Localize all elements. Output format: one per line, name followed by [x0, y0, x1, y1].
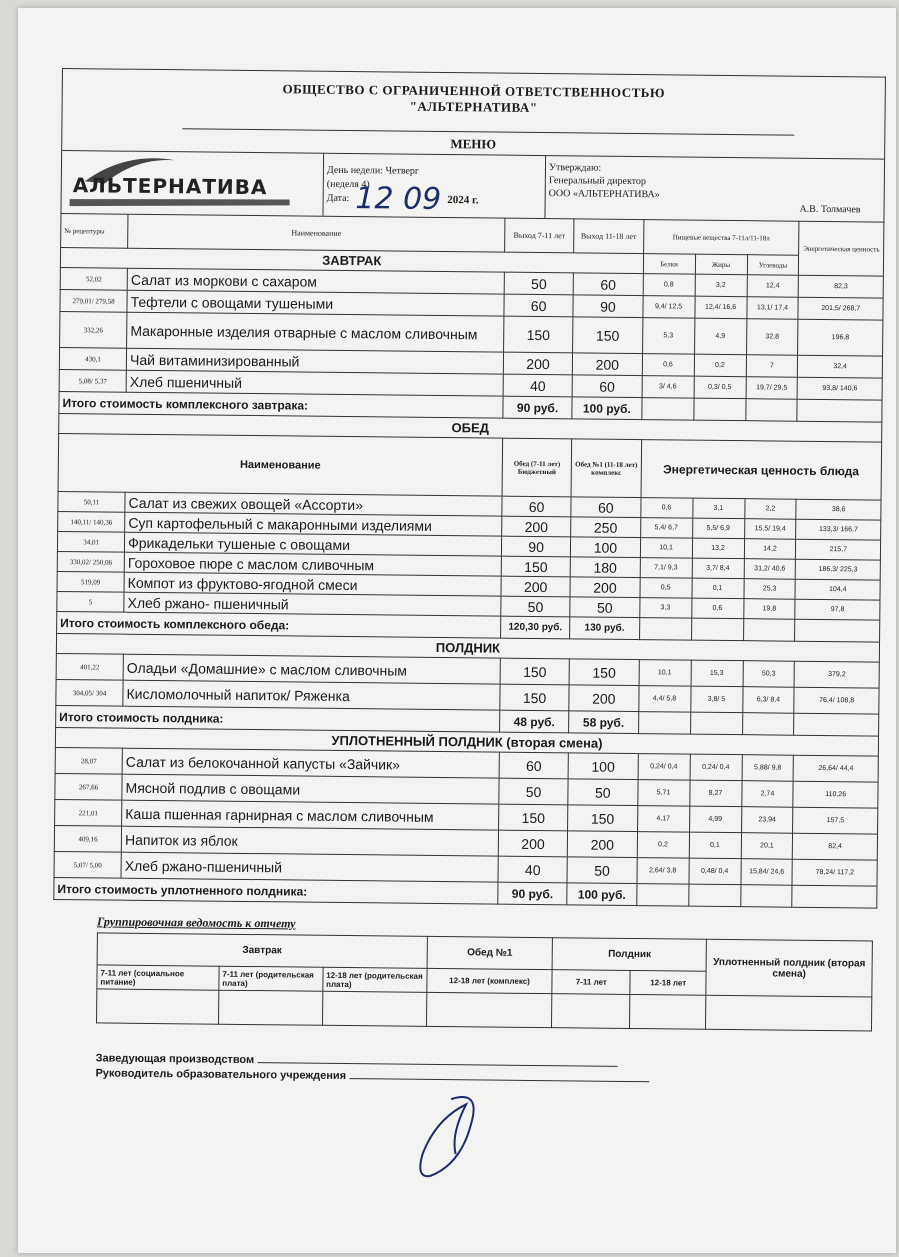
recipe-number: 140,11/ 140,36	[58, 511, 125, 532]
energy-value: 186,3/ 225,3	[796, 559, 881, 580]
logo-text: АЛЬТЕРНАТИВА	[72, 173, 268, 200]
menu-title: МЕНЮ	[450, 136, 497, 152]
grp-dense-header: Уплотненный полдник (вторая смена)	[706, 939, 872, 997]
dish-name: Кисломолочный напиток/ Ряженка	[123, 680, 500, 710]
output-11-18: 100	[571, 537, 641, 558]
protein-value: 4,4/ 5,8	[638, 686, 690, 713]
output-7-11: 200	[498, 830, 568, 857]
date-block	[323, 153, 546, 218]
recipe-number: 34,01	[57, 531, 124, 552]
output-7-11: 150	[500, 658, 570, 685]
recipe-number: 332,26	[60, 311, 127, 348]
carbs-value: 12,4	[747, 275, 799, 298]
energy-value: 82,4	[793, 833, 878, 860]
handwritten-date: 12 09	[355, 181, 442, 217]
recipe-number: 221,01	[55, 799, 122, 826]
carbs-value: 23,94	[741, 807, 793, 834]
output-7-11: 200	[503, 352, 573, 375]
dish-name: Фрикадельки тушеные с овощами	[125, 532, 502, 556]
energy-value: 78,24/ 117,2	[792, 859, 877, 886]
fat-value: 3,8/ 5	[690, 686, 742, 713]
document-header	[60, 68, 885, 222]
fat-value: 0,24/ 0,4	[690, 754, 742, 781]
output-7-11: 50	[499, 778, 569, 805]
grp-s2: 12-18 лет	[630, 971, 706, 996]
dish-name: Хлеб ржано-пшеничный	[121, 852, 498, 882]
organization-name: ОБЩЕСТВО С ОГРАНИЧЕННОЙ ОТВЕТСТВЕННОСТЬЮ "АЛЬТЕРНАТИВА"	[282, 81, 666, 115]
fat-col-header: Жиры	[695, 254, 747, 275]
dish-name: Мясной подлив с овощами	[122, 774, 499, 804]
carbs-value: 5,88/ 9,8	[742, 755, 794, 782]
recipe-number: 330,02/ 250,06	[57, 551, 124, 572]
signature-school-head: Руководитель образовательного учреждения	[95, 1066, 875, 1089]
protein-value: 0,2	[637, 832, 689, 859]
output-7-11: 200	[501, 576, 571, 597]
carbs-value: 50,3	[743, 661, 795, 688]
carbs-value: 19,7/ 29,5	[746, 377, 798, 400]
protein-value: 3/ 4,6	[642, 376, 694, 399]
output-11-18: 100	[568, 753, 638, 780]
carbs-value: 7	[746, 355, 798, 378]
output-11-18: 50	[568, 779, 638, 806]
recipe-number: 5	[57, 591, 124, 612]
recipe-number: 5,08/ 5,37	[59, 369, 126, 392]
energy-value: 93,8/ 140,6	[798, 377, 883, 400]
dish-name: Чай витаминизированный	[126, 348, 503, 374]
section-lunch: ОБЕД	[59, 413, 882, 442]
section-dense-snack: УПЛОТНЕННЫЙ ПОЛДНИК (вторая смена)	[55, 727, 878, 756]
output1-col-header: Выход 7-11 лет	[505, 218, 575, 253]
energy-value: 196,8	[798, 319, 883, 356]
output-11-18: 150	[573, 317, 643, 354]
output-7-11: 200	[502, 516, 572, 537]
output-11-18: 250	[571, 517, 641, 538]
fat-value: 5,5/ 6,9	[692, 518, 744, 539]
grp-lunch-header: Обед №1	[427, 936, 553, 969]
date-label: Дата:	[326, 192, 350, 205]
energy-value: 157,5	[793, 807, 878, 834]
dish-name: Каша пшенная гарнирная с маслом сливочным	[122, 800, 499, 830]
output-11-18: 60	[573, 273, 643, 296]
dish-name: Напиток из яблок	[121, 826, 498, 856]
energy-col-header: Энергетическая ценность	[799, 221, 884, 276]
output-11-18: 200	[568, 831, 638, 858]
carbs-value: 15,84/ 24,6	[740, 859, 792, 886]
protein-value: 5,4/ 6,7	[640, 518, 692, 539]
grp-l1: 12-18 лет (комплекс)	[426, 968, 552, 993]
carbs-value: 25,3	[743, 579, 795, 600]
dense-total-row: Итого стоимость уплотненного полдника: 90 руб. 100 руб.	[54, 877, 877, 908]
output-11-18: 50	[567, 857, 637, 884]
protein-value: 0,6	[642, 354, 694, 377]
output-11-18: 60	[571, 497, 641, 518]
recipe-number: 5,07/ 5,00	[54, 851, 121, 878]
protein-value: 0,6	[640, 498, 692, 519]
output-11-18: 180	[570, 557, 640, 578]
energy-value: 201,5/ 268,7	[798, 297, 883, 320]
carbs-value: 31,2/ 40,6	[744, 559, 796, 580]
energy-value: 215,7	[796, 539, 881, 560]
signature-scribble-icon	[410, 1084, 501, 1185]
dish-name: Хлеб пшеничный	[126, 370, 503, 396]
dish-name: Салат из моркови с сахаром	[127, 268, 504, 294]
energy-value: 110,26	[793, 781, 878, 808]
output-7-11: 90	[501, 536, 571, 557]
lunch-header-row: Наименование Обед (7-11 лет) Бюджетный Обед №1 (11-18 лет) комплекс Энергетическая ценность блюда	[58, 433, 882, 500]
protein-value: 0,5	[640, 578, 692, 599]
grp-s1: 7-11 лет	[552, 970, 630, 995]
weekday: День недели: Четверг	[326, 164, 420, 177]
output-11-18: 150	[568, 805, 638, 832]
fat-value: 4,99	[689, 806, 741, 833]
fat-value: 12,4/ 16,6	[694, 296, 746, 319]
output-7-11: 60	[504, 294, 574, 317]
fat-value: 0,2	[694, 354, 746, 377]
year: 2024 г.	[447, 194, 479, 207]
protein-value: 10,1	[639, 660, 691, 687]
grouping-title: Группировочная ведомость к отчету	[96, 914, 296, 931]
fat-value: 3,1	[692, 498, 744, 519]
output-7-11: 50	[501, 596, 571, 617]
carbs-value: 13,1/ 17,4	[746, 297, 798, 320]
carbs-value: 15,5/ 19,4	[744, 519, 796, 540]
dish-name: Салат из свежих овощей «Ассорти»	[125, 492, 502, 516]
recipe-number: 401,22	[56, 653, 123, 680]
protein-value: 4,17	[637, 806, 689, 833]
week-number: (неделя 4)	[326, 178, 370, 191]
recipe-number: 50,11	[58, 491, 125, 512]
output-11-18: 150	[569, 659, 639, 686]
dish-name: Тефтели с овощами тушеными	[127, 290, 504, 316]
section-snack: ПОЛДНИК	[56, 633, 879, 662]
carbs-value: 32,8	[746, 319, 798, 356]
fat-value: 0,6	[691, 598, 743, 619]
output-7-11: 40	[503, 374, 573, 397]
output-7-11: 150	[500, 684, 570, 711]
nutrients-col-header: Пищевые вещества 7-11л/11-18л	[643, 220, 799, 256]
recipe-number: 519,09	[57, 571, 124, 592]
name-col-header: Наименование	[128, 214, 505, 252]
carbs-value: 2,74	[741, 781, 793, 808]
output-7-11: 40	[498, 856, 568, 883]
fat-value: 0,1	[692, 578, 744, 599]
fat-value: 15,3	[691, 660, 743, 687]
protein-value: 5,71	[637, 780, 689, 807]
section-breakfast: ЗАВТРАК Белки Жиры Углеводы	[60, 247, 883, 276]
dish-name: Салат из белокочанной капусты «Зайчик»	[122, 748, 499, 778]
energy-value: 32,4	[798, 355, 883, 378]
output-11-18: 90	[573, 295, 643, 318]
carbs-value: 20,1	[741, 833, 793, 860]
fat-value: 3,7/ 8,4	[692, 558, 744, 579]
protein-value: 7,1/ 9,3	[640, 558, 692, 579]
output-11-18: 60	[572, 375, 642, 398]
output-11-18: 50	[570, 597, 640, 618]
protein-value: 2,64/ 3,8	[637, 858, 689, 885]
approve-org: ООО «АЛЬТЕРНАТИВА»	[548, 188, 660, 201]
protein-value: 5,3	[642, 318, 694, 355]
output-7-11: 50	[504, 272, 574, 295]
approve-name: А.В. Толмачев	[799, 203, 861, 216]
breakfast-total-row: Итого стоимость комплексного завтрака: 90 руб. 100 руб.	[59, 391, 882, 422]
recipe-number: 267,66	[55, 773, 122, 800]
output-7-11: 150	[504, 316, 574, 353]
grp-b3: 12-18 лет (родительская плата)	[323, 967, 427, 992]
approval-block	[545, 156, 884, 222]
protein-col-header: Белки	[643, 254, 695, 275]
dish-name: Оладьи «Домашние» с маслом сливочным	[123, 654, 500, 684]
output-11-18: 200	[569, 685, 639, 712]
recipe-number: 279,01/ 279,58	[60, 289, 127, 312]
grp-b1: 7-11 лет (социальное питание)	[97, 965, 219, 990]
dish-name: Суп картофельный с макаронными изделиями	[125, 512, 502, 536]
fat-value: 0,3/ 0,5	[694, 376, 746, 399]
fat-value: 13,2	[692, 538, 744, 559]
output-11-18: 200	[573, 353, 643, 376]
fat-value: 8,27	[689, 780, 741, 807]
carbs-value: 6,3/ 8,4	[742, 687, 794, 714]
energy-value: 76,4/ 108,8	[794, 687, 879, 714]
grouping-table	[96, 932, 873, 1031]
grp-snack-header: Полдник	[553, 938, 707, 972]
signature-production-manager: Заведующая производством	[96, 1051, 876, 1074]
output-7-11: 60	[499, 752, 569, 779]
company-logo	[64, 151, 295, 215]
menu-document	[51, 68, 886, 1090]
protein-value: 10,1	[640, 538, 692, 559]
output-11-18: 200	[570, 577, 640, 598]
output-7-11: 150	[499, 804, 569, 831]
fat-value: 0,48/ 0,4	[689, 858, 741, 885]
fat-value: 4,9	[694, 318, 746, 355]
dish-name: Гороховое пюре с маслом сливочным	[124, 552, 501, 576]
dish-name: Макаронные изделия отварные с маслом сливочным	[127, 312, 504, 352]
fat-value: 3,2	[695, 274, 747, 297]
menu-table	[53, 213, 884, 909]
recipe-number: 28,07	[55, 747, 122, 774]
carbs-value: 2,2	[744, 499, 796, 520]
recipe-number: 52,02	[60, 267, 127, 290]
recipe-col-header: № рецептуры	[61, 213, 128, 248]
energy-value: 133,3/ 166,7	[796, 519, 881, 540]
recipe-number: 430,1	[59, 347, 126, 370]
header-table	[61, 150, 884, 222]
carbs-value: 19,8	[743, 599, 795, 620]
energy-value: 104,4	[795, 579, 880, 600]
energy-value: 82,3	[799, 275, 884, 298]
approve-role: Генеральный директор	[548, 175, 646, 188]
recipe-number: 304,05/ 304	[56, 679, 123, 706]
dish-name: Хлеб ржано- пшеничный	[124, 592, 501, 616]
output-7-11: 60	[502, 496, 572, 517]
lunch-total-row: Итого стоимость комплексного обеда: 120,30 руб. 130 руб.	[57, 611, 880, 642]
dish-name: Компот из фруктово-ягодной смеси	[124, 572, 501, 596]
carbs-col-header: Углеводы	[747, 255, 799, 276]
protein-value: 0,8	[643, 274, 695, 297]
recipe-number: 409,16	[54, 825, 121, 852]
energy-value: 38,6	[796, 499, 881, 520]
protein-value: 0,24/ 0,4	[638, 754, 690, 781]
grp-b2: 7-11 лет (родительская плата)	[219, 966, 323, 991]
approve-label: Утверждаю:	[548, 162, 602, 174]
carbs-value: 14,2	[744, 539, 796, 560]
protein-value: 9,4/ 12,5	[642, 296, 694, 319]
energy-value: 379,2	[795, 661, 880, 688]
output-7-11: 150	[501, 556, 571, 577]
energy-value: 26,64/ 44,4	[794, 755, 879, 782]
protein-value: 3,3	[639, 598, 691, 619]
energy-value: 97,8	[795, 599, 880, 620]
fat-value: 0,1	[689, 832, 741, 859]
grp-breakfast-header: Завтрак	[97, 933, 427, 968]
output2-col-header: Выход 11-18 лет	[574, 219, 644, 254]
snack-total-row: Итого стоимость полдника: 48 руб. 58 руб.	[56, 705, 879, 736]
